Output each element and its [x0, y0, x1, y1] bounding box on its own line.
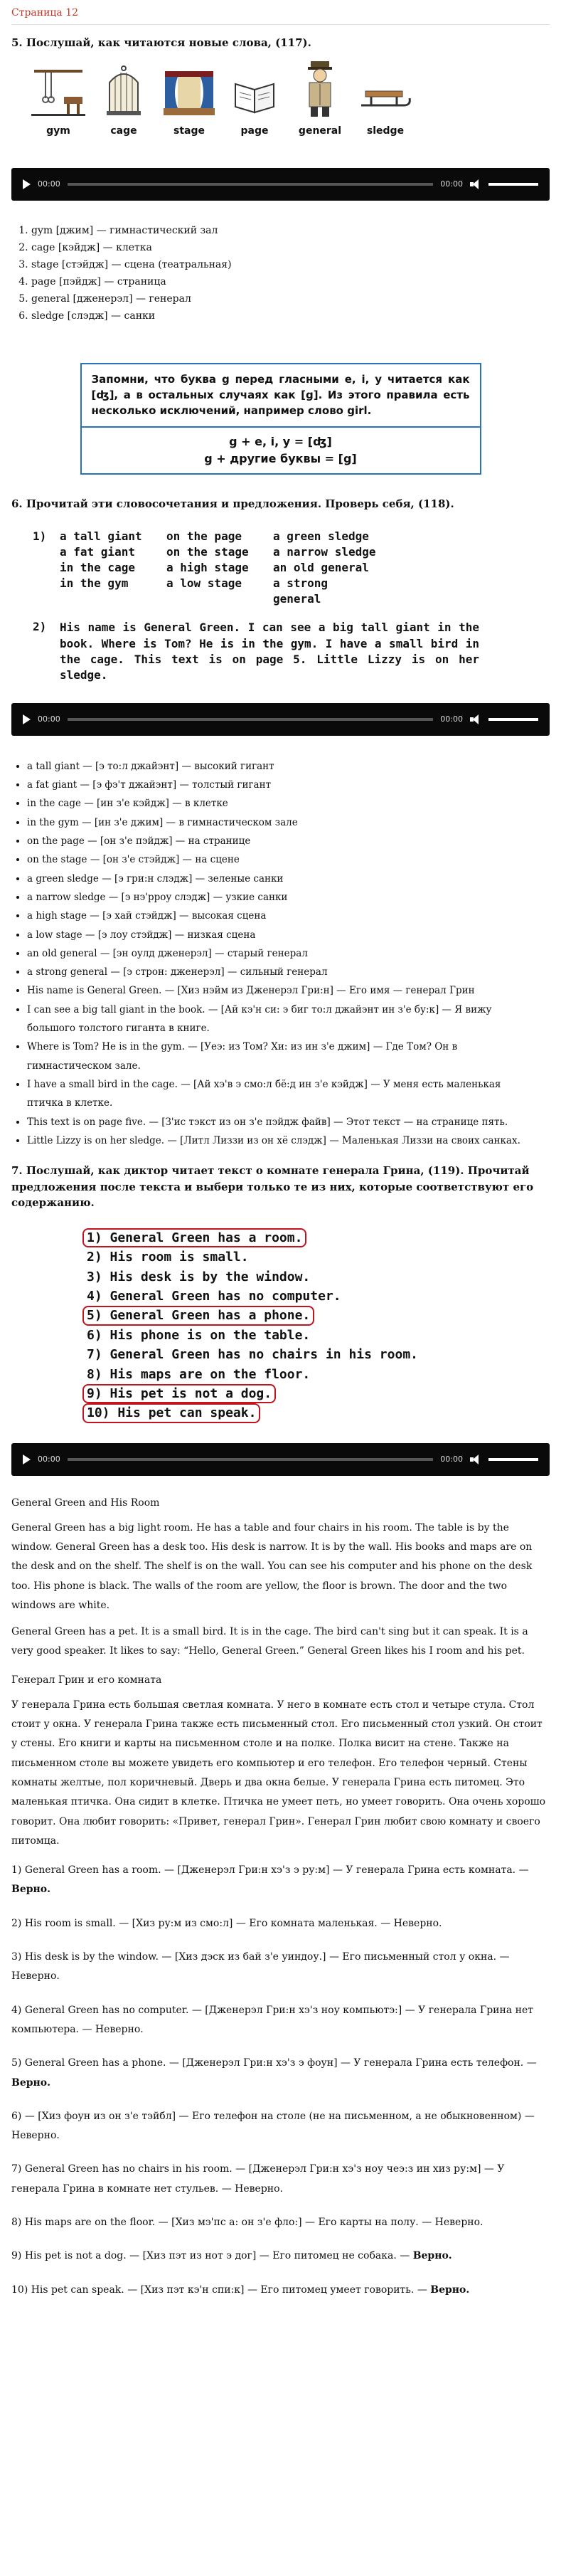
ex6-title: 6. Прочитай эти словосочетания и предложения. Проверь себя, (118).: [11, 497, 454, 510]
list-item: • a fat giant — [э фэ'т джайэнт] — толстый гигант: [27, 776, 550, 794]
answer-text: 5) General Green has a phone. — [Дженерэл Гри:н хэ'з э фоун] — У генерала Грина есть телефон. —: [11, 2057, 537, 2069]
answer-item: [11, 2281, 550, 2300]
list-item: • on the page — [он з'е пэйдж] — на странице: [27, 832, 550, 850]
sentence-correct: 5) General Green has a phone.: [82, 1306, 314, 1325]
sentence-correct: 9) His pet is not a dog.: [82, 1384, 276, 1403]
list-item: 5. general [дженерэл] — генерал: [31, 290, 550, 307]
rule-line: g + другие буквы = [g]: [204, 451, 357, 465]
page: [0, 7, 561, 2300]
progress-track[interactable]: [68, 183, 434, 186]
illustration-general: [289, 58, 351, 137]
sentence: 7) General Green has no chairs in his room.: [87, 1347, 418, 1363]
sentence: 8) His maps are on the floor.: [87, 1366, 311, 1382]
item-number: 1): [33, 529, 47, 544]
list-item: 2. cage [кэйдж] — клетка: [31, 239, 550, 256]
phrase-row: [33, 544, 550, 560]
sentence-paragraph: [33, 620, 550, 682]
phrase: a narrow sledge: [273, 545, 376, 559]
list-item: • an old general — [эн оулд дженерэл] — старый генерал: [27, 944, 550, 963]
sentence: 3) His desk is by the window.: [87, 1269, 311, 1284]
list-item: • on the stage — [он з'е стэйдж] — на сцене: [27, 850, 550, 869]
answer-text: 9) His pet is not a dog. — [Хиз пэт из нот э дог] — Его питомец не собака. —: [11, 2250, 413, 2262]
list-item: • a strong general — [э строн: дженерэл] — сильный генерал: [27, 963, 550, 981]
list-item: • Little Lizzy is on her sledge. — [Литл Лиззи из он хё слэдж] — Маленькая Лиззи на своих санках.: [27, 1131, 550, 1150]
answer-verdict: Верно.: [430, 2284, 470, 2296]
page-icon: [231, 65, 278, 118]
illustration-sledge: [354, 65, 417, 137]
phrase-row: [33, 529, 550, 544]
illustration-gym: [27, 65, 90, 137]
sledge-icon: [357, 65, 414, 118]
answer-item: [11, 1861, 550, 1900]
illustration-label: general: [298, 125, 342, 137]
progress-track[interactable]: [68, 1458, 434, 1461]
item-number: 2): [33, 620, 47, 634]
english-text-title: General Green and His Room: [11, 1496, 160, 1509]
answer-item: [11, 2247, 550, 2266]
audio-player[interactable]: [11, 1443, 550, 1476]
illustration-stage: [158, 65, 220, 137]
phrase-row: [33, 576, 550, 607]
answer-text: 7) General Green has no chairs in his room. — [Дженерэл Гри:н хэ'з ноу чеэ:з ин хиз ру:м] — У генерала Грина в комнате нет стульев. — Неверно.: [11, 2163, 505, 2195]
volume-icon[interactable]: [470, 714, 481, 724]
answer-text: 1) General Green has a room. — [Дженерэл Гри:н хэ'з э ру:м] — У генерала Грина есть комната. —: [11, 1864, 529, 1876]
time-current: 00:00: [38, 179, 60, 189]
general-icon: [296, 58, 343, 118]
answer-text: 6) — [Хиз фоун из он з'е тэйбл] — Его телефон на столе (не на письменном, а не обыкновенном) — Неверно.: [11, 2110, 535, 2142]
paragraph: У генерала Грина есть большая светлая комната. У него в комнате есть стол и четыре стула. Стол стоит у окна. У генерала Грина также есть письменный стол. Его письменный стол узкий. Он стоит у стены. Его книги и карты на письменном столе и на полке. Полка висит на стене. Также на письменном столе вы можете увидеть его компьютер и его телефон. Его телефон черный. Стены комнаты желтые, пол коричневый. Дверь и два окна белые. У генерала Грина есть питомец. Это маленькая птичка. Она сидит в клетке. Птичка не умеет петь, но умеет говорить. Она очень хорошо говорит. Она любит говорить: «Привет, генерал Грин». Генерал Грин любит свою комнату и своего питомца.: [11, 1699, 546, 1847]
sentence: 4) General Green has no computer.: [87, 1288, 341, 1304]
answer-text: 2) His room is small. — [Хиз ру:м из смо:л] — Его комната маленькая. — Неверно.: [11, 1917, 442, 1929]
illustration-page: [223, 65, 286, 137]
list-item: • This text is on page five. — [З'ис тэкст из он з'е пэйдж файв] — Этот текст — на странице пять.: [27, 1113, 550, 1131]
volume-slider[interactable]: [488, 718, 538, 721]
illustration-label: page: [240, 125, 269, 137]
illustration-cage: [92, 65, 155, 137]
ex7-title: 7. Послушай, как диктор читает текст о комнате генерала Грина, (119). Прочитай предложения после текста и выбери только те из них, которые соответствуют его содержанию.: [11, 1164, 534, 1210]
phrase-block: [33, 529, 550, 683]
list-item: 3. stage [стэйдж] — сцена (театральная): [31, 256, 550, 273]
phrase: on the stage: [166, 545, 249, 559]
rule-text: Запомни, что буква g перед гласными e, i, y читается как [ʤ], а в остальных случаях как [g]. Из этого правила есть несколько исключений, например слово girl.: [91, 372, 470, 418]
phrase: in the gym: [60, 576, 129, 591]
answer-verdict: Верно.: [11, 1884, 50, 1896]
time-current: 00:00: [38, 1455, 60, 1464]
illustration-label: sledge: [366, 125, 405, 137]
list-item: • a narrow sledge — [э нэ'рроу слэдж] — узкие санки: [27, 888, 550, 907]
illustration-label: stage: [173, 125, 205, 137]
illustration-label: cage: [110, 125, 137, 137]
volume-slider[interactable]: [488, 183, 538, 186]
gym-icon: [30, 65, 87, 118]
volume-icon[interactable]: [470, 179, 481, 189]
list-item: 1. gym [джим] — гимнастический зал: [31, 222, 550, 239]
progress-track[interactable]: [68, 718, 434, 721]
list-item: • a low stage — [э лоу стэйдж] — низкая сцена: [27, 926, 550, 944]
sentence-correct: 1) General Green has a room.: [82, 1228, 306, 1247]
rule-formula: [82, 426, 480, 473]
phrase: in the cage: [60, 561, 135, 575]
divider: [11, 24, 550, 25]
phrase: on the page: [166, 529, 242, 544]
list-item: 4. page [пэйдж] — страница: [31, 273, 550, 290]
answer-item: [11, 2160, 550, 2199]
list-item: • a tall giant — [э то:л джайэнт] — высокий гигант: [27, 757, 550, 776]
answer-item: [11, 1914, 550, 1933]
time-current: 00:00: [38, 714, 60, 724]
answer-verdict: Верно.: [11, 2076, 50, 2089]
rule-line: g + e, i, y = [ʤ]: [229, 434, 332, 448]
list-item: • a green sledge — [э гри:н слэдж] — зеленые санки: [27, 870, 550, 888]
time-total: 00:00: [440, 179, 463, 189]
illustrations-row: [27, 58, 550, 137]
time-total: 00:00: [440, 1455, 463, 1464]
paragraph-text: His name is General Green. I can see a big tall giant in the book. Where is Tom? He is in the gym. I have a small bird in the cage. This text is on page 5. Little Lizzy is on her sledge.: [60, 621, 479, 682]
page-link[interactable]: Страница 12: [11, 7, 79, 19]
sentence: 2) His room is small.: [87, 1250, 249, 1265]
list-item: 6. sledge [слэдж] — санки: [31, 307, 550, 324]
answer-item: [11, 2054, 550, 2093]
translation-list: [11, 757, 550, 1151]
vocab-list: [11, 222, 550, 324]
sentence-list: [82, 1228, 550, 1423]
list-item: • Where is Tom? He is in the gym. — [Уеэ: из Том? Хи: из ин з'е джим] — Где Том? Он в гимнастическом зале.: [27, 1038, 550, 1075]
list-item: • I can see a big tall giant in the book. — [Ай кэ'н си: э биг то:л джайэнт ин з'е бу:к] — Я вижу большого толстого гиганта в книге.: [27, 1001, 550, 1038]
answer-item: [11, 1948, 550, 1987]
english-text: [11, 1519, 550, 1662]
russian-text-title: Генерал Грин и его комната: [11, 1674, 162, 1686]
phrase: a high stage: [166, 561, 249, 575]
list-item: • His name is General Green. — [Хиз нэйм из Дженерэл Гри:н] — Его имя — генерал Грин: [27, 981, 550, 1000]
phrase: a fat giant: [60, 545, 135, 559]
audio-player[interactable]: [11, 168, 550, 201]
answer-item: [11, 2001, 550, 2040]
paragraph: General Green has a big light room. He has a table and four chairs in his room. The table is by the window. General Green has a desk too. His desk is narrow. It is by the wall. His books and maps are on the desk and on the shelf. The shelf is on the wall. You can see his computer and his phone on the desk too. His phone is black. The walls of the room are yellow, the floor is brown. The door and the two windows are white.: [11, 1521, 533, 1611]
sentence: 6) His phone is on the table.: [87, 1327, 311, 1343]
answer-text: 4) General Green has no computer. — [Дженерэл Гри:н хэ'з ноу компьютэ:] — У генерала Грина нет компьютера. — Неверно.: [11, 2004, 533, 2035]
answer-item: [11, 2107, 550, 2146]
phrase: a tall giant: [60, 529, 142, 544]
answer-text: 3) His desk is by the window. — [Хиз дэск из бай з'е уиндоу.] — Его письменный стол у окна. — Неверно.: [11, 1951, 510, 1983]
audio-player[interactable]: [11, 703, 550, 736]
phrase: a low stage: [166, 576, 242, 591]
phrase: a green sledge: [273, 529, 369, 544]
russian-text: [11, 1696, 550, 1851]
play-icon[interactable]: [23, 1455, 31, 1464]
cage-icon: [102, 65, 145, 118]
phrase: a strong general: [273, 576, 328, 606]
paragraph: General Green has a pet. It is a small bird. It is in the cage. The bird can't sing but it can speak. It is a very good speaker. It likes to say: “Hello, General Green.” General Green likes his I room and his pet.: [11, 1626, 528, 1657]
time-total: 00:00: [440, 714, 463, 724]
rule-box: [80, 363, 481, 475]
list-item: • I have a small bird in the cage. — [Ай хэ'в э смо:л бё:д ин з'е кэйдж] — У меня есть маленькая птичка в клетке.: [27, 1075, 550, 1113]
volume-slider[interactable]: [488, 1458, 538, 1461]
volume-icon[interactable]: [470, 1455, 481, 1464]
answer-text: 10) His pet can speak. — [Хиз пэт кэ'н спи:к] — Его питомец умеет говорить. —: [11, 2284, 431, 2296]
list-item: • a high stage — [э хай стэйдж] — высокая сцена: [27, 907, 550, 925]
play-icon[interactable]: [23, 714, 31, 724]
sentence-correct: 10) His pet can speak.: [82, 1403, 260, 1422]
answer-item: [11, 2213, 550, 2232]
play-icon[interactable]: [23, 179, 31, 189]
stage-icon: [162, 65, 216, 118]
phrase: an old general: [273, 561, 369, 575]
ex5-title: 5. Послушай, как читаются новые слова, (117).: [11, 36, 311, 49]
list-item: • in the gym — [ин з'е джим] — в гимнастическом зале: [27, 813, 550, 832]
answer-verdict: Верно.: [412, 2250, 452, 2262]
answers: [11, 1861, 550, 2300]
illustration-label: gym: [46, 125, 70, 137]
phrase-row: [33, 560, 550, 576]
answer-text: 8) His maps are on the floor. — [Хиз мэ'пс а: он з'е фло:] — Его карты на полу. — Неверно.: [11, 2217, 483, 2229]
list-item: • in the cage — [ин з'е кэйдж] — в клетке: [27, 794, 550, 813]
